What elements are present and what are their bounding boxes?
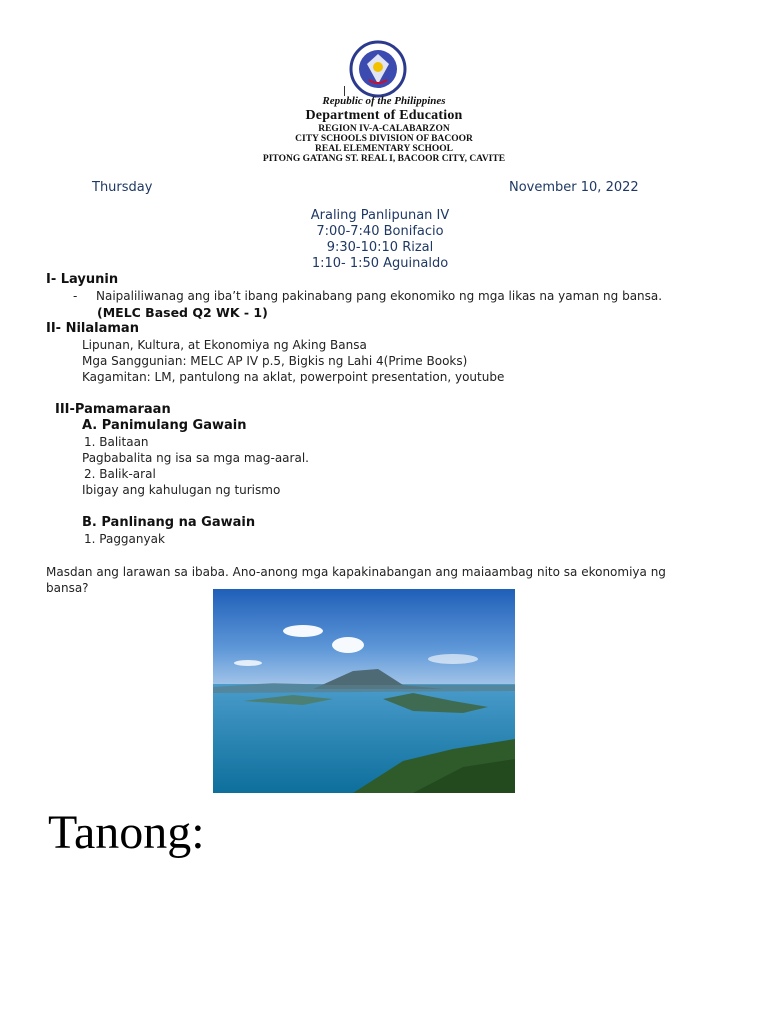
date-label: November 10, 2022 <box>509 180 639 195</box>
melc-label: (MELC Based Q2 WK - 1) <box>97 305 268 320</box>
department-line: Department of Education <box>305 108 463 123</box>
panimulang-gawain-heading: A. Panimulang Gawain <box>82 418 247 433</box>
pamamaraan-heading: III-Pamamaraan <box>55 402 171 417</box>
layunin-item: Naipaliliwanag ang iba’t ibang pakinabang pang ekonomiko ng mga likas na yaman ng bansa. <box>96 289 663 303</box>
bullet-dash: - <box>73 289 78 303</box>
balitaan-item: 1. Balitaan <box>84 435 149 449</box>
day-label: Thursday <box>92 180 153 195</box>
republic-line: Republic of the Philippines <box>322 95 446 107</box>
schedule-3: 1:10- 1:50 Aguinaldo <box>311 256 449 271</box>
nilalaman-heading: II- Nilalaman <box>46 321 139 336</box>
panlinang-gawain-heading: B. Panlinang na Gawain <box>82 515 256 530</box>
sanggunian-line: Mga Sanggunian: MELC AP IV p.5, Bigkis ng Lahi 4(Prime Books) <box>82 354 468 368</box>
header-region: REGION IV-A-CALABARZON <box>318 124 450 134</box>
balik-aral-item: 2. Balik-aral <box>84 467 156 481</box>
subject-title: Araling Panlipunan IV <box>310 208 450 223</box>
pagganyak-item: 1. Pagganyak <box>84 532 165 546</box>
balik-aral-text: Ibigay ang kahulugan ng turismo <box>82 483 281 497</box>
lake-volcano-photo <box>213 589 515 793</box>
subject-block <box>0 208 760 272</box>
header-division: CITY SCHOOLS DIVISION OF BACOOR <box>295 134 473 144</box>
deped-seal-icon <box>339 40 417 98</box>
nilalaman-topic: Lipunan, Kultura, at Ekonomiya ng Aking Bansa <box>82 338 367 352</box>
header-street: PITONG GATANG ST. REAL I, BACOOR CITY, CAVITE <box>262 154 506 164</box>
header-school: REAL ELEMENTARY SCHOOL <box>315 144 453 154</box>
balitaan-text: Pagbabalita ng isa sa mga mag-aaral. <box>82 451 309 465</box>
layunin-heading: I- Layunin <box>46 272 119 287</box>
schedule-2: 9:30-10:10 Rizal <box>326 240 434 255</box>
kagamitan-line: Kagamitan: LM, pantulong na aklat, powerpoint presentation, youtube <box>82 370 505 384</box>
schedule-1: 7:00-7:40 Bonifacio <box>316 224 444 239</box>
question-line-1: Masdan ang larawan sa ibaba. Ano-anong mga kapakinabangan ang maiaambag nito sa ekonomiya ng <box>46 565 666 579</box>
header-address <box>0 124 768 164</box>
question-line-2: bansa? <box>46 581 89 595</box>
tanong-heading: Tanong: <box>48 806 205 859</box>
